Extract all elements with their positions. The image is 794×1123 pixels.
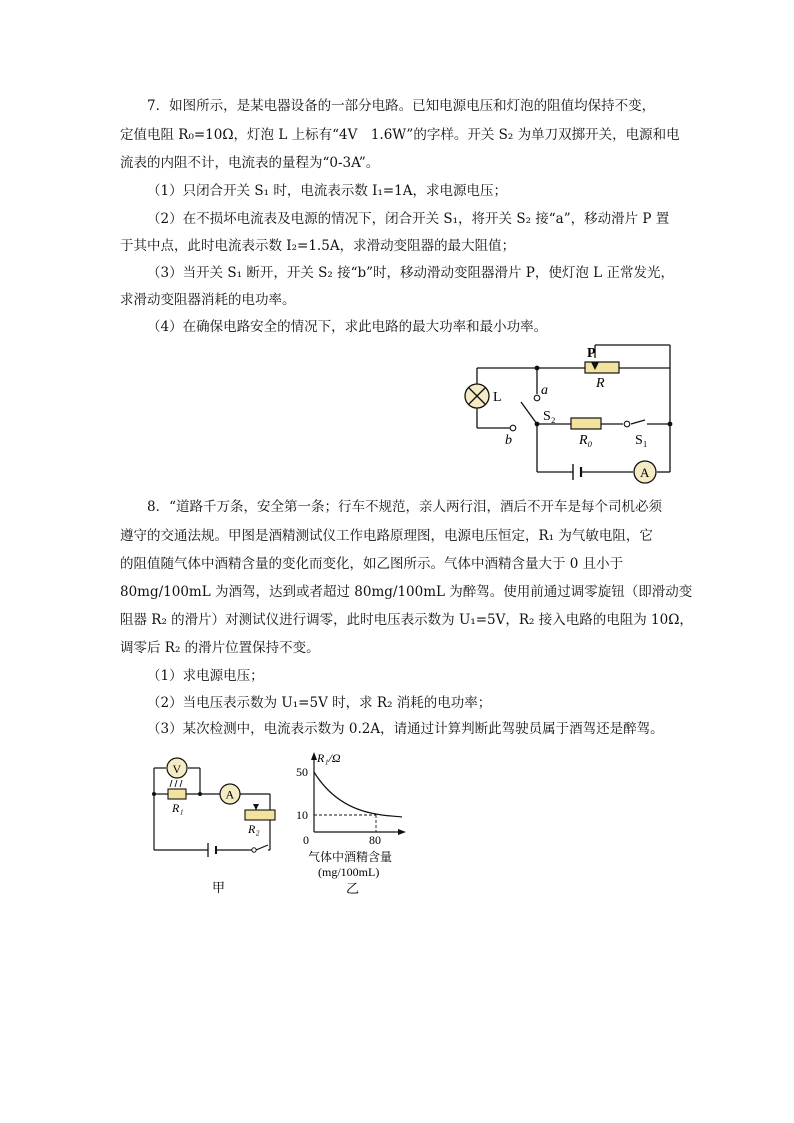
q8-line-9: （3）某次检测中，电流表示数为 0.2A，请通过计算判断此驾驶员属于酒驾还是醉驾。 xyxy=(147,721,664,737)
resistor-r0 xyxy=(571,418,601,429)
q7-circuit-diagram xyxy=(455,340,685,490)
lamp-symbol xyxy=(465,384,489,408)
rheostat-r xyxy=(585,362,619,373)
q8-line-7: （1）求电源电压； xyxy=(147,668,264,684)
q7-line-3: 流表的内阻不计，电流表的量程为“0-3A”。 xyxy=(120,155,380,171)
q7-line-1: 7．如图所示，是某电器设备的一部分电路。已知电源电压和灯泡的阻值均保持不变， xyxy=(147,98,656,114)
gas-sensor-r1 xyxy=(168,789,186,799)
q7-line-9: （4）在确保电路安全的情况下，求此电路的最大功率和最小功率。 xyxy=(147,319,548,335)
q8-line-6: 调零后 R₂ 的滑片位置保持不变。 xyxy=(120,640,320,656)
q8-circuit-jia xyxy=(148,752,278,902)
tick-0: 0 xyxy=(303,833,309,847)
q8-line-4: 80mg/100mL 为酒驾，达到或者超过 80mg/100mL 为醉驾。使用前通过调零旋钮（即滑动变 xyxy=(120,584,693,600)
label-b: b xyxy=(505,433,512,448)
label-v: V xyxy=(172,762,182,776)
q8-graph-yi xyxy=(290,748,420,898)
rheostat-r2 xyxy=(245,810,275,820)
caption-jia: 甲 xyxy=(212,881,226,896)
label-p: P xyxy=(587,346,596,361)
label-l: L xyxy=(493,390,502,405)
caption-yi: 乙 xyxy=(346,882,360,897)
q7-line-7: （3）当开关 S₁ 断开，开关 S₂ 接“b”时，移动滑动变阻器滑片 P，使灯泡 L 正常发光， xyxy=(147,265,674,281)
q7-line-2: 定值电阻 R₀=10Ω，灯泡 L 上标有“4V 1.6W”的字样。开关 S₂ 为单刀双掷开关，电源和电 xyxy=(120,127,680,143)
label-r1: R₁ xyxy=(172,801,184,815)
tick-50: 50 xyxy=(296,765,308,779)
label-r2: R₂ xyxy=(248,822,260,836)
q8-line-5: 阻器 R₂ 的滑片）对测试仪进行调零，此时电压表示数为 U₁=5V，R₂ 接入电路的电阻为 10Ω， xyxy=(120,612,693,628)
xlabel-line1: 气体中酒精含量 xyxy=(308,850,393,864)
q7-line-5: （2）在不损坏电流表及电源的情况下，闭合开关 S₁，将开关 S₂ 接“a”，移动滑片 P 置 xyxy=(147,211,670,227)
label-a-jia: A xyxy=(225,787,235,802)
label-s1: S₁ xyxy=(635,433,648,448)
tick-80: 80 xyxy=(369,833,381,847)
r1-curve xyxy=(314,772,402,817)
q8-line-8: （2）当电压表示数为 U₁=5V 时，求 R₂ 消耗的电功率； xyxy=(147,695,492,711)
label-r0: R₀ xyxy=(579,433,593,448)
q8-line-2: 遵守的交通法规。甲图是酒精测试仪工作电路原理图，电源电压恒定，R₁ 为气敏电阻，它 xyxy=(120,528,653,544)
label-r: R xyxy=(596,376,605,391)
xlabel-line2: (mg/100mL) xyxy=(318,865,380,879)
ylabel: R₁/Ω xyxy=(317,751,341,765)
q7-line-4: （1）只闭合开关 S₁ 时，电流表示数 I₁=1A，求电源电压； xyxy=(147,183,508,199)
q8-line-1: 8．“道路千万条，安全第一条；行车不规范，亲人两行泪，酒后不开车是每个司机必须 xyxy=(147,499,662,515)
q7-line-8: 求滑动变阻器消耗的电功率。 xyxy=(120,292,296,308)
q7-line-6: 于其中点，此时电流表示数 I₂=1.5A，求滑动变阻器的最大阻值； xyxy=(120,238,516,254)
label-ammeter: A xyxy=(640,465,650,480)
label-s2: S₂ xyxy=(543,409,556,424)
q8-line-3: 的阻值随气体中酒精含量的变化而变化，如乙图所示。气体中酒精含量大于 0 且小于 xyxy=(120,556,624,572)
label-a: a xyxy=(541,383,548,398)
tick-10: 10 xyxy=(296,808,308,822)
